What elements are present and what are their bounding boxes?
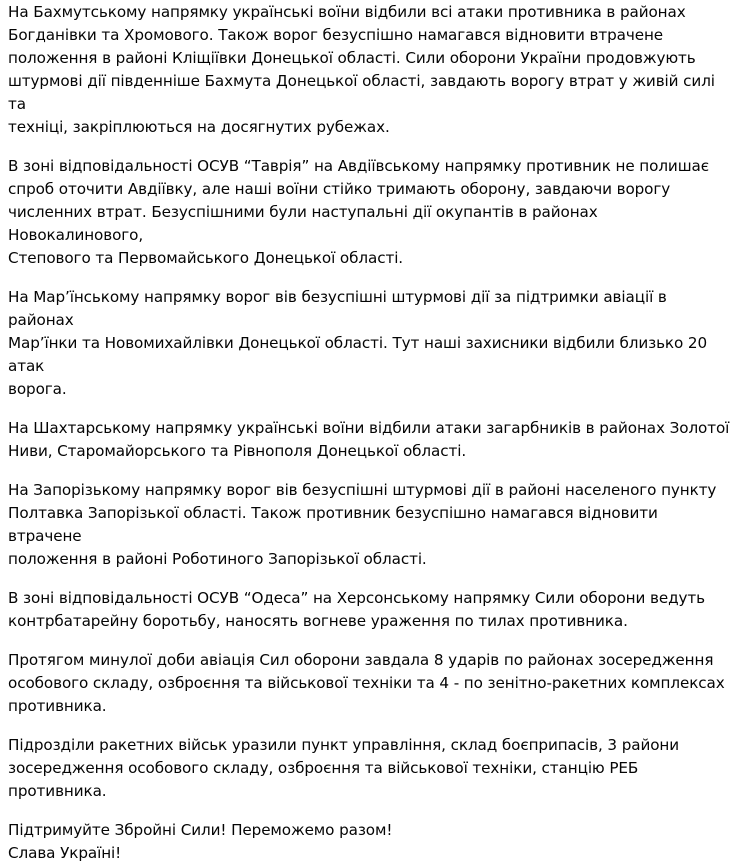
paragraph-shakhtarsk: На Шахтарському напрямку українські воїни відбили атаки загарбників в районах Золотої Ниви, Старомайорського та Рівнополя Донецької області. <box>8 419 730 460</box>
post-text <box>0 1 743 865</box>
paragraph-bakhmut: На Бахмутському напрямку українські воїни відбили всі атаки противника в районах Богданівки та Хромового. Також ворог безуспішно намагався відновити втрачене положення в районі Кліщіївки Донецької області. Сили оборони України продовжують штурмові дії південніше Бахмута Донецької області, завдають ворогу втрат у живій силі та техніці, закріплюються на досягнутих рубежах. <box>8 3 715 136</box>
paragraph-avdiivka: В зоні відповідальності ОСУВ “Таврія” на Авдіївському напрямку противник не полишає спроб оточити Авдіївку, але наші воїни стійко тримають оборону, завдаючи ворогу численних втрат. Безуспішними були наступальні дії окупантів в районах Новокалинового, Степового та Первомайського Донецької області. <box>8 157 709 267</box>
paragraph-spacer <box>8 718 735 734</box>
paragraph-spacer <box>8 803 735 819</box>
paragraph-closing: Підтримуйте Збройні Сили! Переможемо разом! Слава Україні! <box>8 821 393 862</box>
paragraph-missile-troops: Підрозділи ракетних військ уразили пункт управління, склад боєприпасів, 3 райони зосередження особового складу, озброєння та військової техніки, станцію РЕБ противника. <box>8 736 680 800</box>
paragraph-spacer <box>8 401 735 417</box>
paragraph-spacer <box>8 270 735 286</box>
paragraph-aviation: Протягом минулої доби авіація Сил оборони завдала 8 ударів по районах зосередження особового складу, озброєння та військової техніки та 4 - по зенітно-ракетних комплексах противника. <box>8 651 725 715</box>
paragraph-spacer <box>8 633 735 649</box>
paragraph-kherson: В зоні відповідальності ОСУВ “Одеса” на Херсонському напрямку Сили оборони ведуть контрбатарейну боротьбу, наносять вогневе ураження по тилах противника. <box>8 589 705 630</box>
paragraph-marinka: На Мар’їнському напрямку ворог вів безуспішні штурмові дії за підтримки авіації в районах Мар’їнки та Новомихайлівки Донецької області. Тут наші захисники відбили близько 20 атак ворога. <box>8 288 708 398</box>
paragraph-spacer <box>8 463 735 479</box>
paragraph-spacer <box>8 139 735 155</box>
paragraph-zaporizhzhia: На Запорізькому напрямку ворог вів безуспішні штурмові дії в районі населеного пункту Полтавка Запорізької області. Також противник безуспішно намагався відновити втрачене положення в районі Роботиного Запорізької області. <box>8 481 717 568</box>
paragraph-spacer <box>8 571 735 587</box>
